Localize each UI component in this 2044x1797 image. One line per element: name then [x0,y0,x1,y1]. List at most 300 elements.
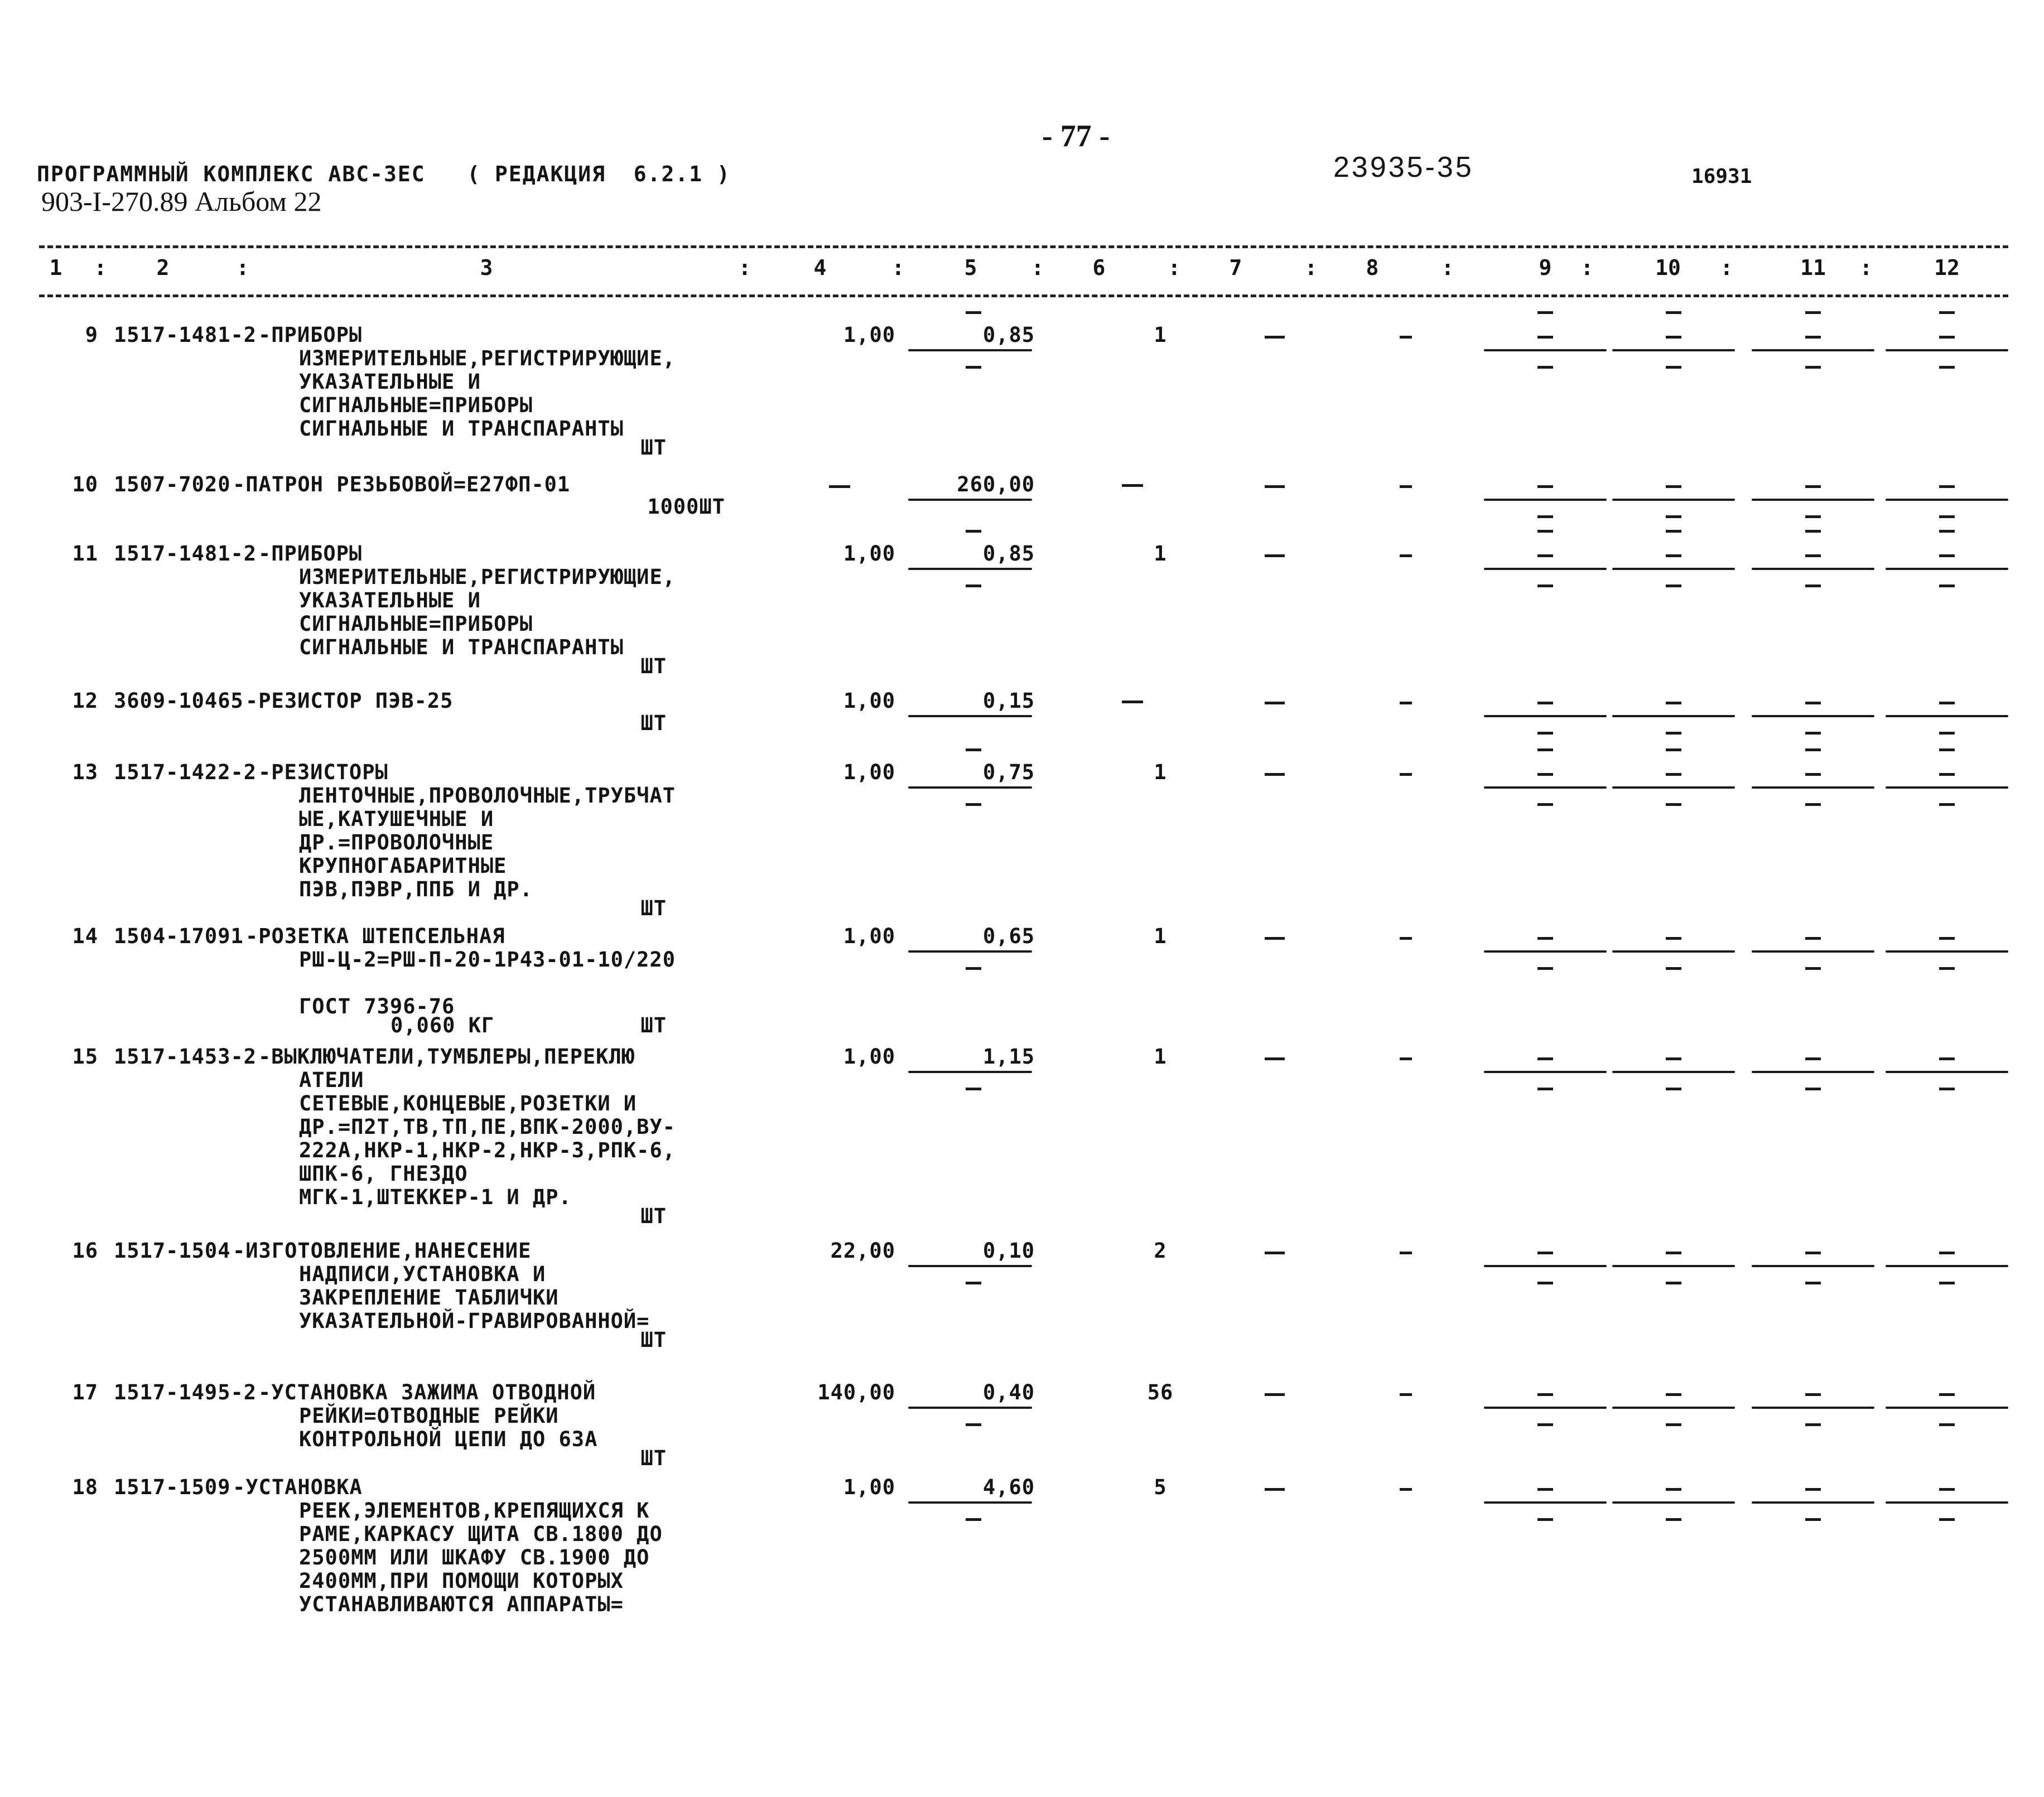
labor-value: 0,85 [982,323,1035,347]
empty-dash [966,1423,981,1426]
empty-dash [1666,1393,1681,1396]
empty-dash [1805,1488,1821,1491]
quantity-value: 1,00 [843,924,895,948]
item-code: 1504-17091 [114,924,244,948]
empty-dash [1939,1252,1955,1254]
empty-dash [1666,366,1681,369]
empty-dash [1537,1057,1553,1060]
empty-dash [1666,1518,1681,1521]
description-line: РАМЕ,КАРКАСУ ЩИТА СВ.1800 ДО [299,1522,663,1546]
empty-dash [1805,803,1821,806]
empty-dash [966,967,981,970]
fraction-bar [908,568,1032,570]
empty-dash [1666,1488,1681,1491]
fraction-bar [1484,349,1607,351]
fraction-bar [1752,499,1874,501]
empty-dash [1666,311,1681,314]
empty-dash [1265,1057,1285,1060]
count-value: 5 [1154,1475,1167,1499]
description-line: РЕЙКИ=ОТВОДНЫЕ РЕЙКИ [299,1404,559,1428]
fraction-bar [1484,786,1607,789]
fraction-bar [908,715,1032,717]
description-line: -ПАТРОН РЕЗЬБОВОЙ=Е27ФП-01 [233,472,571,496]
item-code: 1517-1453-2 [114,1045,257,1069]
description-line: ЛЕНТОЧНЫЕ,ПРОВОЛОЧНЫЕ,ТРУБЧАТ [299,784,676,808]
empty-dash [1666,485,1681,488]
empty-dash [1537,1252,1553,1254]
item-code: 1507-7020 [114,472,231,496]
count-value: 2 [1154,1239,1167,1263]
empty-dash [966,748,981,751]
sheet-code: 16931 [1691,165,1752,188]
column-separator: : [1720,255,1733,280]
empty-dash [1666,803,1681,806]
item-code: 1517-1481-2 [114,323,257,347]
row-number: 15 [72,1045,98,1069]
description-line: УСТАНАВЛИВАЮТСЯ АППАРАТЫ= [299,1592,624,1616]
empty-dash [1939,1057,1955,1060]
empty-dash [966,1282,981,1284]
unit-of-measure: ШТ [640,711,667,735]
empty-dash [1537,937,1553,940]
empty-dash [1400,1393,1412,1396]
empty-dash [1537,530,1553,533]
description-line: НАДПИСИ,УСТАНОВКА И [299,1262,546,1286]
column-number: 11 [1800,255,1826,280]
quantity-value: 1,00 [843,689,895,713]
fraction-bar [1484,568,1607,570]
empty-dash [1805,1423,1821,1426]
labor-value: 1,15 [982,1045,1035,1069]
empty-dash [1666,748,1681,751]
row-number: 18 [72,1475,98,1499]
empty-dash [1537,1393,1553,1396]
item-code: 1517-1481-2 [114,542,257,566]
description-line: СИГНАЛЬНЫЕ И ТРАНСПАРАНТЫ [299,417,624,441]
item-code: 3609-10465 [114,689,244,713]
column-number: 12 [1934,255,1960,280]
fraction-bar [1484,1407,1607,1409]
empty-dash [1939,1518,1955,1521]
column-number: 6 [1092,255,1106,280]
empty-dash [1666,1088,1681,1090]
description-line: 2500ММ ИЛИ ШКАФУ СВ.1900 ДО [299,1545,650,1569]
fraction-bar [1612,1071,1735,1073]
fraction-bar [1612,499,1735,501]
fraction-bar [908,1501,1032,1504]
table-header-rule [39,294,2008,297]
description-line: СИГНАЛЬНЫЕ И ТРАНСПАРАНТЫ [299,635,624,659]
empty-dash [1537,584,1553,587]
column-separator: : [236,255,249,280]
empty-dash [1537,1282,1553,1284]
empty-dash [1939,1088,1955,1090]
empty-dash [966,803,981,806]
description-line: -ИЗГОТОВЛЕНИЕ,НАНЕСЕНИЕ [233,1239,532,1263]
description-line: СИГНАЛЬНЫЕ=ПРИБОРЫ [299,612,533,636]
labor-value: 0,65 [982,924,1035,948]
unit-of-measure: ШТ [640,436,667,460]
column-separator: : [94,255,107,280]
fraction-bar [1612,1501,1735,1504]
program-title: ПРОГРАММНЫЙ КОМПЛЕКС АВС-3ЕС ( РЕДАКЦИЯ 6.2.1 ) [37,162,731,186]
empty-dash [1265,1393,1285,1396]
description-line: РЕЕК,ЭЛЕМЕНТОВ,КРЕПЯЩИХСЯ К [299,1499,650,1523]
fraction-bar [1886,568,2008,570]
row-number: 9 [85,323,98,347]
empty-dash [1805,1057,1821,1060]
item-weight: 0,060 КГ [391,1013,495,1037]
fraction-bar [1752,950,1874,953]
column-separator: : [1304,255,1318,280]
empty-dash [1939,311,1955,314]
column-number: 7 [1229,255,1242,280]
description-line: КОНТРОЛЬНОЙ ЦЕПИ ДО 63А [299,1427,598,1451]
column-separator: : [1168,255,1181,280]
unit-of-measure: ШТ [640,1328,667,1352]
quantity-value: 22,00 [830,1239,895,1263]
empty-dash [1939,1282,1955,1284]
item-code: 1517-1495-2 [114,1380,257,1404]
empty-dash [966,1518,981,1521]
fraction-bar [1752,1265,1874,1267]
empty-dash [1537,336,1553,339]
description-line: ИЗМЕРИТЕЛЬНЫЕ,РЕГИСТРИРУЮЩИЕ, [299,346,676,370]
fraction-bar [1612,786,1735,789]
description-line: ДР.=П2Т,ТВ,ТП,ПЕ,ВПК-2000,ВУ- [299,1115,676,1139]
description-line: УКАЗАТЕЛЬНЫЕ И [299,588,481,612]
empty-dash [1537,1088,1553,1090]
row-number: 13 [72,760,98,784]
empty-dash [1537,702,1553,704]
unit-of-measure: 1000ШТ [647,495,725,519]
description-line: ГОСТ 7396-76 [299,994,455,1018]
fraction-bar [1484,1501,1607,1504]
column-separator: : [1031,255,1044,280]
quantity-value: 140,00 [817,1380,895,1404]
empty-dash [1666,554,1681,557]
empty-dash [1939,515,1955,518]
description-line: КРУПНОГАБАРИТНЫЕ [299,854,507,878]
row-number: 17 [72,1380,98,1404]
description-line: 2400ММ,ПРИ ПОМОЩИ КОТОРЫХ [299,1569,624,1593]
fraction-bar [908,1407,1032,1409]
empty-dash [1400,773,1412,776]
empty-dash [1939,748,1955,751]
count-value: 1 [1154,323,1167,347]
empty-dash [1666,1282,1681,1284]
empty-dash [1939,803,1955,806]
empty-dash [1265,702,1285,704]
description-line: ДР.=ПРОВОЛОЧНЫЕ [299,830,494,854]
empty-dash [1666,530,1681,533]
labor-value: 4,60 [982,1475,1035,1499]
empty-dash [1666,1057,1681,1060]
empty-dash [1805,1252,1821,1254]
empty-dash [1939,485,1955,488]
description-line: УКАЗАТЕЛЬНЫЕ И [299,370,481,394]
quantity-value: 1,00 [843,323,895,347]
item-code: 1517-1422-2 [114,760,257,784]
labor-value: 0,10 [982,1239,1035,1263]
document-code: 23935-35 [1333,151,1474,183]
description-line: -УСТАНОВКА [233,1475,363,1499]
empty-dash [1537,366,1553,369]
fraction-bar [1752,568,1874,570]
empty-dash [1537,803,1553,806]
fraction-bar [908,786,1032,789]
unit-of-measure: ШТ [640,654,667,678]
empty-dash [1666,1252,1681,1254]
description-line: -УСТАНОВКА ЗАЖИМА ОТВОДНОЙ [258,1380,596,1404]
empty-dash [966,1088,981,1090]
unit-of-measure: ШТ [640,1013,667,1037]
empty-dash [1666,584,1681,587]
fraction-bar [1612,1407,1735,1409]
fraction-bar [1886,499,2008,501]
fraction-bar [1886,1501,2008,1504]
count-value: 1 [1154,542,1167,566]
item-code: 1517-1509 [114,1475,231,1499]
empty-dash [1400,336,1412,339]
quantity-value: 1,00 [843,1045,895,1069]
empty-dash [966,311,981,314]
fraction-bar [1612,349,1735,351]
empty-dash [1939,336,1955,339]
empty-dash [1666,702,1681,704]
unit-of-measure: ШТ [640,896,667,920]
description-line: ЗАКРЕПЛЕНИЕ ТАБЛИЧКИ [299,1286,559,1310]
fraction-bar [1886,1407,2008,1409]
empty-dash [966,530,981,533]
empty-dash [1939,773,1955,776]
labor-value: 0,75 [982,760,1035,784]
empty-dash [1537,1518,1553,1521]
column-number: 4 [813,255,827,280]
unit-of-measure: ШТ [640,1204,667,1228]
empty-dash [1805,937,1821,940]
description-line: ИЗМЕРИТЕЛЬНЫЕ,РЕГИСТРИРУЮЩИЕ, [299,565,676,589]
column-number: 3 [480,255,493,280]
empty-dash [1805,336,1821,339]
column-number: 9 [1539,255,1552,280]
fraction-bar [908,1265,1032,1267]
fraction-bar [1752,1071,1874,1073]
empty-dash [1400,1057,1412,1060]
column-separator: : [1859,255,1873,280]
description-line: 222А,НКР-1,НКР-2,НКР-3,РПК-6, [299,1138,676,1162]
empty-dash [1805,530,1821,533]
description-line: -РОЗЕТКА ШТЕПСЕЛЬНАЯ [245,924,505,948]
description-line: АТЕЛИ [299,1068,364,1092]
empty-dash [829,485,850,488]
empty-dash [1805,967,1821,970]
empty-dash [1805,1393,1821,1396]
fraction-bar [1612,715,1735,717]
empty-dash [1805,773,1821,776]
empty-dash [1805,485,1821,488]
fraction-bar [1886,950,2008,953]
fraction-bar [908,349,1032,351]
unit-of-measure: ШТ [640,1446,667,1470]
page-number: - 77 - [1042,119,1110,153]
empty-dash [1265,1488,1285,1491]
empty-dash [1939,937,1955,940]
empty-dash [1265,773,1285,776]
labor-value: 260,00 [957,472,1035,496]
description-line: ЫЕ,КАТУШЕЧНЫЕ И [299,807,494,831]
empty-dash [1805,748,1821,751]
empty-dash [1805,702,1821,704]
description-line: СИГНАЛЬНЫЕ=ПРИБОРЫ [299,393,533,417]
fraction-bar [1886,349,2008,351]
empty-dash [1939,1423,1955,1426]
count-value: 1 [1154,924,1167,948]
empty-dash [1265,1252,1285,1254]
description-line: -РЕЗИСТОР ПЭВ-25 [245,689,454,713]
empty-dash [1265,485,1285,488]
empty-dash [1939,584,1955,587]
empty-dash [1939,702,1955,704]
empty-dash [1400,702,1412,704]
empty-dash [1805,311,1821,314]
column-separator: : [738,255,751,280]
empty-dash [1666,1423,1681,1426]
empty-dash [1666,937,1681,940]
fraction-bar [1752,1501,1874,1504]
empty-dash [1666,515,1681,518]
empty-dash [1805,732,1821,735]
labor-value: 0,15 [982,689,1035,713]
column-number: 8 [1366,255,1379,280]
fraction-bar [1484,499,1607,501]
empty-dash [1805,554,1821,557]
column-number: 5 [964,255,977,280]
column-separator: : [1441,255,1454,280]
labor-value: 0,85 [982,542,1035,566]
fraction-bar [1484,715,1607,717]
description-line: -РЕЗИСТОРЫ [258,760,388,784]
description-line: СЕТЕВЫЕ,КОНЦЕВЫЕ,РОЗЕТКИ И [299,1091,637,1115]
empty-dash [1537,1488,1553,1491]
empty-dash [1537,1423,1553,1426]
empty-dash [1939,366,1955,369]
empty-dash [1537,311,1553,314]
description-line: -ВЫКЛЮЧАТЕЛИ,ТУМБЛЕРЫ,ПЕРЕКЛЮ [258,1045,635,1069]
fraction-bar [1612,950,1735,953]
column-number: 10 [1655,255,1681,280]
description-line: -ПРИБОРЫ [258,323,363,347]
empty-dash [1400,937,1412,940]
empty-dash [1265,937,1285,940]
empty-dash [1805,366,1821,369]
description-line: ШПК-6, ГНЕЗДО [299,1162,468,1186]
empty-dash [1939,530,1955,533]
description-line: РШ-Ц-2=РШ-П-20-1Р43-01-10/220 [299,948,676,972]
fraction-bar [1484,1265,1607,1267]
empty-dash [1265,336,1285,339]
empty-dash [1400,1252,1412,1254]
empty-dash [1537,554,1553,557]
empty-dash [1666,732,1681,735]
empty-dash [1400,554,1412,557]
description-line: МГК-1,ШТЕККЕР-1 И ДР. [299,1185,572,1209]
empty-dash [1939,967,1955,970]
row-number: 11 [72,542,98,566]
empty-dash [1939,1393,1955,1396]
description-line: ПЭВ,ПЭВР,ППБ И ДР. [299,877,533,901]
row-number: 14 [72,924,98,948]
fraction-bar [1886,1071,2008,1073]
column-number: 2 [156,255,170,280]
quantity-value: 1,00 [843,1475,895,1499]
fraction-bar [1886,715,2008,717]
empty-dash [1537,967,1553,970]
empty-dash [1805,1088,1821,1090]
empty-dash [1265,554,1285,557]
description-line: УКАЗАТЕЛЬНОЙ-ГРАВИРОВАННОЙ= [299,1309,650,1333]
count-value: 56 [1147,1380,1174,1404]
empty-dash [1537,515,1553,518]
item-code: 1517-1504 [114,1239,231,1263]
empty-dash [1805,1282,1821,1284]
row-number: 12 [72,689,98,713]
fraction-bar [908,1071,1032,1073]
description-line: -ПРИБОРЫ [258,542,363,566]
empty-dash [1939,732,1955,735]
empty-dash [1666,336,1681,339]
empty-dash [1805,584,1821,587]
fraction-bar [1484,1071,1607,1073]
fraction-bar [1612,568,1735,570]
album-title: 903-I-270.89 Альбом 22 [41,186,322,217]
empty-dash [1939,554,1955,557]
empty-dash [1939,1488,1955,1491]
empty-dash [1666,773,1681,776]
labor-value: 0,40 [982,1380,1035,1404]
empty-dash [1537,732,1553,735]
count-value: 1 [1154,1045,1167,1069]
column-separator: : [1580,255,1594,280]
fraction-bar [1484,950,1607,953]
empty-dash [966,366,981,369]
column-number: 1 [49,255,62,280]
empty-dash [1400,1488,1412,1491]
row-number: 10 [72,472,98,496]
quantity-value: 1,00 [843,542,895,566]
fraction-bar [1752,1407,1874,1409]
count-value: 1 [1154,760,1167,784]
empty-dash [1805,515,1821,518]
quantity-value: 1,00 [843,760,895,784]
empty-dash [1666,967,1681,970]
row-number: 16 [72,1239,98,1263]
empty-dash [1122,484,1143,487]
empty-dash [1537,773,1553,776]
fraction-bar [908,499,1032,501]
fraction-bar [1886,1265,2008,1267]
empty-dash [966,584,981,587]
empty-dash [1805,1518,1821,1521]
column-separator: : [891,255,905,280]
fraction-bar [1886,786,2008,789]
fraction-bar [1612,1265,1735,1267]
table-top-rule [39,245,2008,248]
empty-dash [1537,748,1553,751]
fraction-bar [908,950,1032,953]
empty-dash [1122,701,1143,703]
fraction-bar [1752,786,1874,789]
